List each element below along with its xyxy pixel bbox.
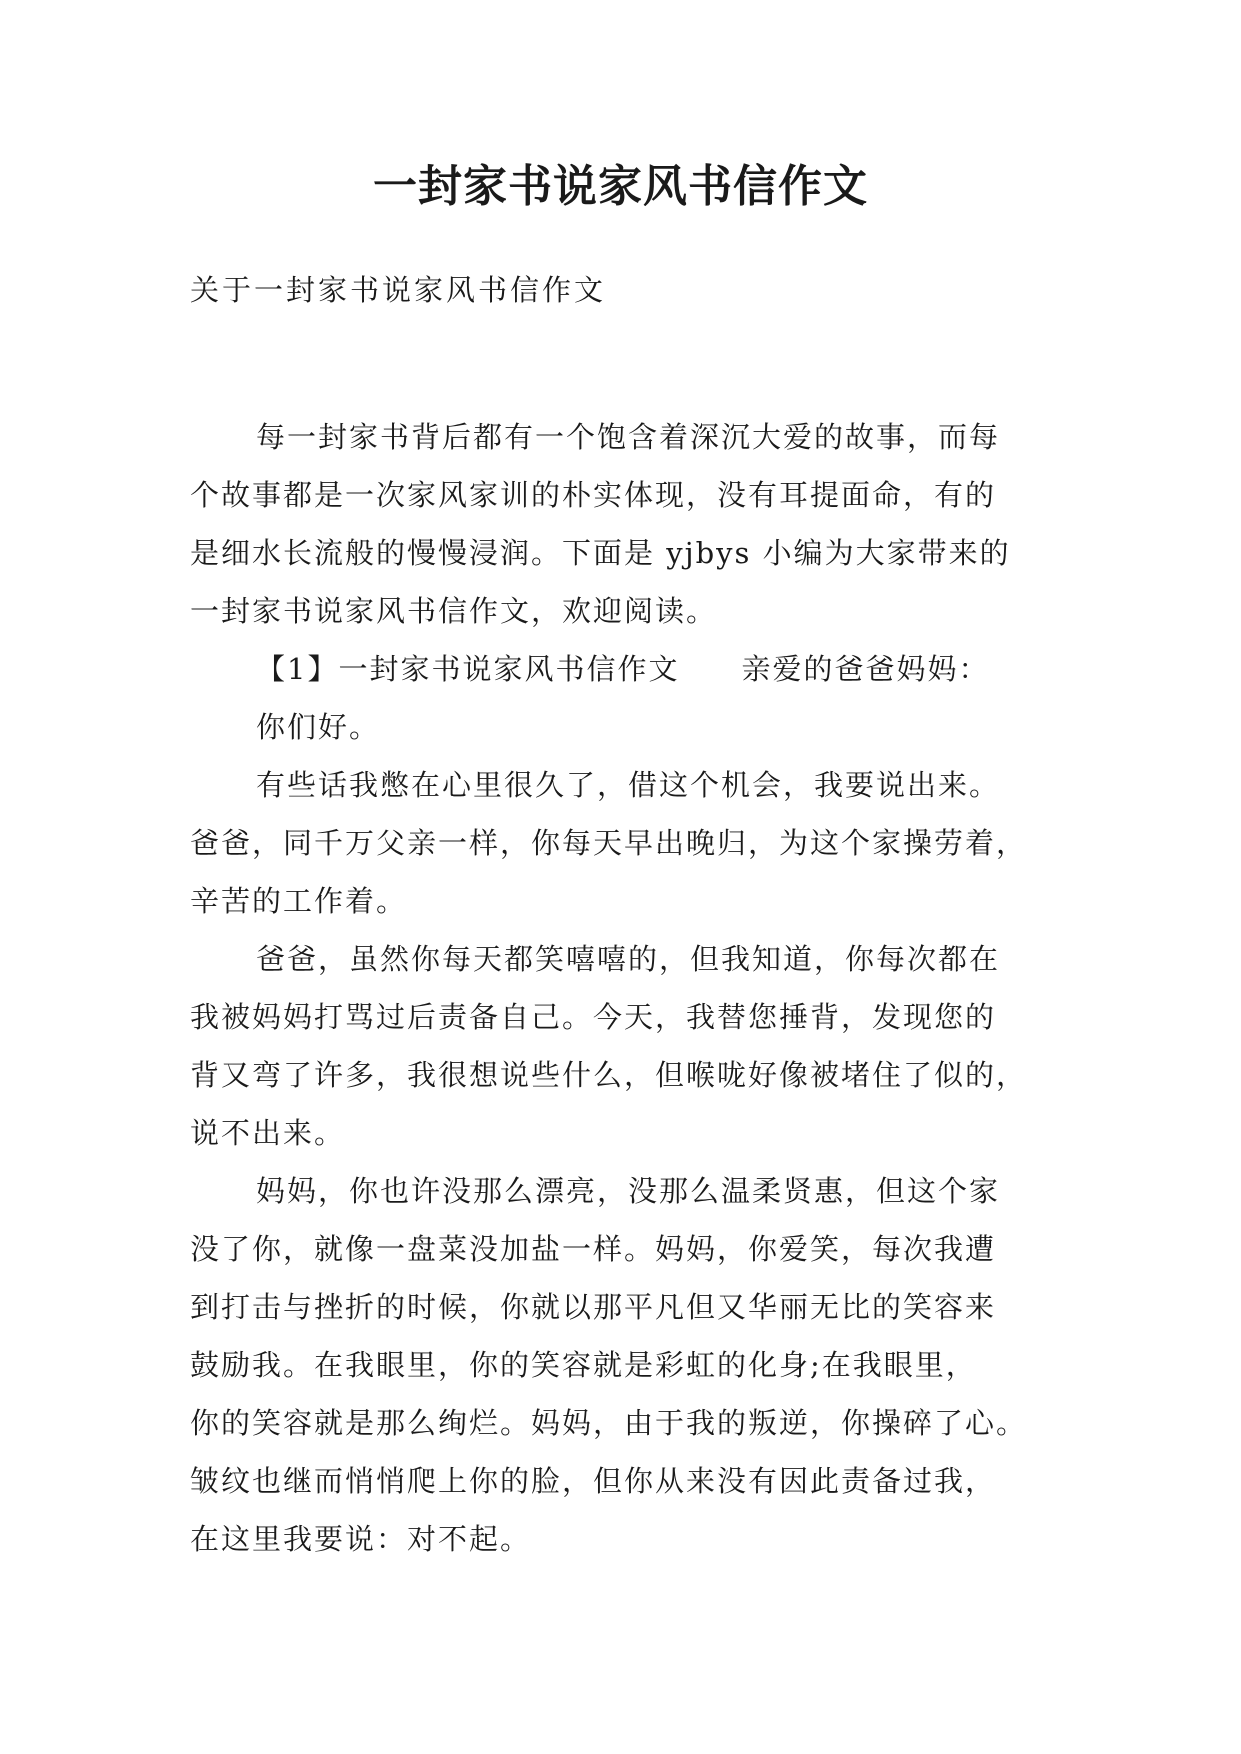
paragraph-line: 妈妈，你也许没那么漂亮，没那么温柔贤惠，但这个家 [256, 1174, 1001, 1208]
greeting-line: 你们好。 [256, 710, 381, 744]
document-body [190, 408, 1070, 1568]
paragraph-line: 每一封家书背后都有一个饱含着深沉大爱的故事，而每 [256, 420, 1001, 454]
paragraph-line: 没了你，就像一盘菜没加盐一样。妈妈，你爱笑，每次我遭 [190, 1232, 997, 1266]
paragraph-line: 个故事都是一次家风家训的朴实体现，没有耳提面命，有的 [190, 478, 997, 512]
document-subtitle: 关于一封家书说家风书信作文 [190, 273, 607, 307]
paragraph-line: 皱纹也继而悄悄爬上你的脸，但你从来没有因此责备过我， [190, 1464, 997, 1498]
paragraph-line: 说不出来。 [190, 1116, 346, 1150]
paragraph-line: 鼓励我。在我眼里，你的笑容就是彩虹的化身;在我眼里， [190, 1348, 977, 1382]
paragraph-line: 在这里我要说：对不起。 [190, 1522, 532, 1556]
section-heading-line: 【1】一封家书说家风书信作文 亲爱的爸爸妈妈： [256, 652, 990, 686]
paragraph-line: 有些话我憋在心里很久了，借这个机会，我要说出来。 [256, 768, 1001, 802]
document-title: 一封家书说家风书信作文 [373, 161, 868, 212]
paragraph-line: 到打击与挫折的时候，你就以那平凡但又华丽无比的笑容来 [190, 1290, 997, 1324]
paragraph-line: 是细水长流般的慢慢浸润。下面是 yjbys 小编为大家带来的 [190, 536, 1011, 570]
paragraph-line: 辛苦的工作着。 [190, 884, 408, 918]
paragraph-line: 我被妈妈打骂过后责备自己。今天，我替您捶背，发现您的 [190, 1000, 997, 1034]
paragraph-line: 一封家书说家风书信作文，欢迎阅读。 [190, 594, 718, 628]
paragraph-line: 你的笑容就是那么绚烂。妈妈，由于我的叛逆，你操碎了心。 [190, 1406, 1028, 1440]
paragraph-line: 爸爸，虽然你每天都笑嘻嘻的，但我知道，你每次都在 [256, 942, 1001, 976]
paragraph-line: 背又弯了许多，我很想说些什么，但喉咙好像被堵住了似的， [190, 1058, 1028, 1092]
paragraph-line: 爸爸，同千万父亲一样，你每天早出晚归，为这个家操劳着， [190, 826, 1028, 860]
